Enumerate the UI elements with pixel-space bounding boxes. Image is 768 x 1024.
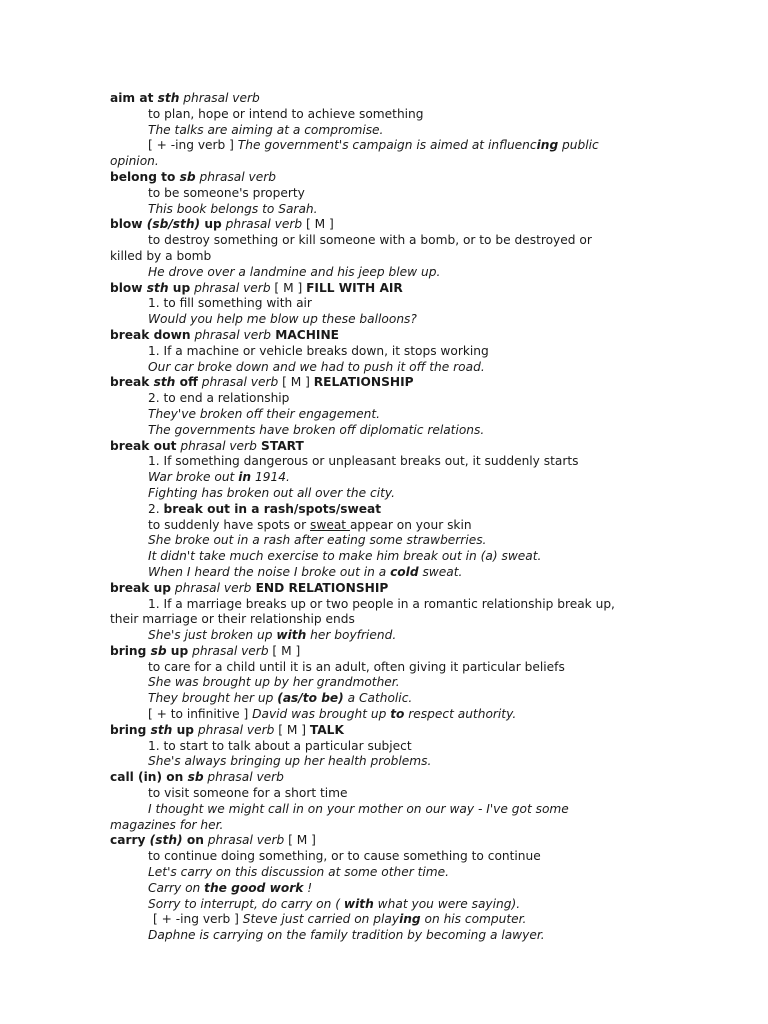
text-segment: 1. If something dangerous or unpleasant breaks out, it suddenly starts <box>148 454 579 469</box>
text-segment: phrasal verb <box>221 217 303 232</box>
entry-headword-line <box>110 91 670 107</box>
text-segment: call (in) on <box>110 770 188 785</box>
text-segment: [ M ] <box>274 722 310 737</box>
text-segment: up <box>168 280 191 295</box>
text-segment: She was brought up by her grandmother. <box>148 675 400 690</box>
text-segment: to destroy something or kill someone with a bomb, or to be destroyed or <box>148 233 592 248</box>
text-segment: [ M ] <box>302 217 334 232</box>
text-segment: This book belongs to Sarah. <box>148 201 318 216</box>
text-segment: (sth) <box>149 833 183 848</box>
text-segment: Steve just carried on play <box>242 912 400 927</box>
text-segment: phrasal verb <box>197 375 279 390</box>
entry-text-line <box>110 265 670 281</box>
text-segment: 1. to start to talk about a particular subject <box>148 738 412 753</box>
text-segment: magazines for her. <box>110 817 224 832</box>
entry-text-line <box>110 849 670 865</box>
entry-text-line <box>110 518 670 534</box>
entry-text-line <box>110 202 670 218</box>
text-segment: phrasal verb <box>195 169 276 184</box>
entry-text-line <box>110 881 670 897</box>
text-segment: with <box>276 628 307 643</box>
dictionary-page <box>110 91 670 944</box>
text-segment: (as/to be) <box>277 691 344 706</box>
entry-text-line <box>110 612 670 628</box>
entry-headword-line <box>110 644 670 660</box>
text-segment: 1. to fill something with air <box>148 296 312 311</box>
text-segment: They brought her up <box>148 691 278 706</box>
text-segment: on his computer. <box>420 912 527 927</box>
text-segment: in <box>238 470 252 485</box>
text-segment: to continue doing something, or to cause something to continue <box>148 849 541 864</box>
text-segment: what you were saying). <box>373 896 521 911</box>
entry-text-line <box>110 407 670 423</box>
text-segment: sth <box>150 722 173 737</box>
text-segment: their marriage or their relationship ends <box>110 612 355 627</box>
entry-text-line <box>110 754 670 770</box>
text-segment: blow <box>110 280 147 295</box>
text-segment: 1. If a marriage breaks up or two people in a romantic relationship break up, <box>148 596 615 611</box>
text-segment: up <box>200 217 222 232</box>
text-segment: to visit someone for a short time <box>148 786 348 801</box>
entry-text-line <box>110 818 670 834</box>
text-segment: a Catholic. <box>343 691 413 706</box>
text-segment: sb <box>187 770 204 785</box>
text-segment: public <box>558 138 599 153</box>
entry-headword-line <box>110 770 670 786</box>
entry-headword-line <box>110 833 670 849</box>
text-segment: with <box>343 896 374 911</box>
text-segment: START <box>256 438 304 453</box>
text-segment: belong to <box>110 169 180 184</box>
text-segment: sweat <box>310 517 350 532</box>
text-segment: [ + to infinitive ] <box>148 707 253 722</box>
text-segment: break out <box>110 438 177 453</box>
entry-text-line <box>110 138 670 154</box>
entry-text-line <box>110 707 670 723</box>
text-segment: bring <box>110 643 151 658</box>
entry-text-line <box>110 739 670 755</box>
entry-text-line <box>110 107 670 123</box>
entry-text-line <box>110 533 670 549</box>
entry-headword-line <box>110 328 670 344</box>
text-segment: the good work <box>204 880 304 895</box>
text-segment: sth <box>157 91 180 105</box>
text-segment: He drove over a landmine and his jeep blew up. <box>148 264 441 279</box>
text-segment: phrasal verb <box>188 643 269 658</box>
entry-text-line <box>110 186 670 202</box>
text-segment: They've broken off their engagement. <box>148 406 380 421</box>
text-segment: 1914. <box>251 470 290 485</box>
entry-text-line <box>110 502 670 518</box>
entry-text-line <box>110 154 670 170</box>
text-segment: sb <box>150 643 167 658</box>
text-segment: opinion. <box>110 154 159 169</box>
text-segment: RELATIONSHIP <box>313 375 414 390</box>
entry-headword-line <box>110 281 670 297</box>
entry-headword-line <box>110 170 670 186</box>
text-segment: appear on your skin <box>349 517 472 532</box>
text-segment: break down <box>110 327 191 342</box>
text-segment: (sb/sth) <box>146 217 201 232</box>
text-segment: The governments have broken off diplomatic relations. <box>148 422 485 437</box>
entry-text-line <box>110 928 670 944</box>
entry-text-line <box>110 660 670 676</box>
entry-headword-line <box>110 723 670 739</box>
text-segment: David was brought up <box>252 707 391 722</box>
text-segment: off <box>175 375 198 390</box>
entry-text-line <box>110 786 670 802</box>
entry-text-line <box>110 565 670 581</box>
text-segment: Fighting has broken out all over the city. <box>148 485 396 500</box>
text-segment: Carry on <box>148 880 205 895</box>
text-segment: phrasal verb <box>179 91 260 105</box>
entry-headword-line <box>110 439 670 455</box>
text-segment: phrasal verb <box>193 722 275 737</box>
text-segment: [ + -ing verb ] <box>153 912 243 927</box>
text-segment: sth <box>153 375 176 390</box>
text-segment: phrasal verb <box>170 580 252 595</box>
entry-headword-line <box>110 217 670 233</box>
text-segment: to <box>390 707 405 722</box>
entry-headword-line <box>110 581 670 597</box>
text-segment: It didn't take much exercise to make him break out in (a) sweat. <box>148 549 542 564</box>
text-segment: sth <box>146 280 169 295</box>
text-segment: aim at <box>110 91 158 105</box>
text-segment: 2. <box>148 501 164 516</box>
entry-text-line <box>110 691 670 707</box>
text-segment: Would you help me blow up these balloons? <box>148 312 417 327</box>
text-segment: [ M ] <box>270 280 307 295</box>
text-segment: MACHINE <box>270 327 339 342</box>
text-segment: to plan, hope or intend to achieve something <box>148 106 424 121</box>
text-segment: 2. to end a relationship <box>148 391 290 406</box>
text-segment: She's just broken up <box>148 628 277 643</box>
text-segment: [ M ] <box>278 375 314 390</box>
text-segment: ing <box>399 912 421 927</box>
text-segment: Let's carry on this discussion at some other time. <box>148 865 450 880</box>
text-segment: She broke out in a rash after eating some strawberries. <box>148 533 487 548</box>
text-segment: phrasal verb <box>190 327 271 342</box>
entry-text-line <box>110 912 670 928</box>
text-segment: END RELATIONSHIP <box>251 580 389 595</box>
entry-text-line <box>110 549 670 565</box>
entry-text-line <box>110 675 670 691</box>
text-segment: She's always bringing up her health problems. <box>148 754 432 769</box>
text-segment: Daphne is carrying on the family tradition by becoming a lawyer. <box>148 928 545 943</box>
text-segment: War broke out <box>148 470 239 485</box>
text-segment: sweat. <box>418 564 463 579</box>
text-segment: FILL WITH AIR <box>306 280 403 295</box>
entry-text-line <box>110 423 670 439</box>
text-segment: TALK <box>309 722 344 737</box>
entry-text-line <box>110 360 670 376</box>
text-segment: Sorry to interrupt, do carry on ( <box>148 896 344 911</box>
entry-text-line <box>110 628 670 644</box>
entry-text-line <box>110 296 670 312</box>
text-segment: ! <box>303 880 313 895</box>
text-segment: cold <box>390 564 419 579</box>
text-segment: bring <box>110 722 151 737</box>
text-segment: to care for a child until it is an adult, often giving it particular beliefs <box>148 659 565 674</box>
text-segment: [ M ] <box>284 833 316 848</box>
text-segment: 1. If a machine or vehicle breaks down, it stops working <box>148 343 489 358</box>
text-segment: break <box>110 375 154 390</box>
text-segment: [ M ] <box>268 643 301 658</box>
entry-text-line <box>110 454 670 470</box>
entry-text-line <box>110 233 670 249</box>
text-segment: her boyfriend. <box>306 628 397 643</box>
text-segment: killed by a bomb <box>110 248 212 263</box>
text-segment: sb <box>179 169 196 184</box>
text-segment: The talks are aiming at a compromise. <box>148 122 384 137</box>
text-segment: When I heard the noise I broke out in a <box>148 564 391 579</box>
entry-text-line <box>110 249 670 265</box>
entry-text-line <box>110 312 670 328</box>
text-segment: phrasal verb <box>176 438 257 453</box>
text-segment: to be someone's property <box>148 185 305 200</box>
entry-text-line <box>110 391 670 407</box>
entry-text-line <box>110 123 670 139</box>
text-segment: respect authority. <box>404 707 517 722</box>
text-segment: The government's campaign is aimed at influenc <box>237 138 537 153</box>
text-segment: [ + -ing verb ] <box>148 138 238 153</box>
text-segment: ing <box>536 138 559 153</box>
text-segment: blow <box>110 217 147 232</box>
text-segment: up <box>172 722 194 737</box>
entry-text-line <box>110 865 670 881</box>
entry-text-line <box>110 344 670 360</box>
entry-text-line <box>110 802 670 818</box>
entry-text-line <box>110 597 670 613</box>
text-segment: up <box>166 643 189 658</box>
entry-headword-line <box>110 375 670 391</box>
text-segment: phrasal verb <box>203 770 284 785</box>
text-segment: to suddenly have spots or <box>148 517 311 532</box>
entry-text-line <box>110 897 670 913</box>
text-segment: phrasal verb <box>190 280 271 295</box>
text-segment: on <box>182 833 204 848</box>
entry-text-line <box>110 470 670 486</box>
text-segment: break up <box>110 580 171 595</box>
text-segment: phrasal verb <box>203 833 285 848</box>
text-segment: carry <box>110 833 150 848</box>
text-segment: Our car broke down and we had to push it off the road. <box>148 359 485 374</box>
text-segment: break out in a rash/spots/sweat <box>163 501 382 516</box>
entry-text-line <box>110 486 670 502</box>
text-segment: I thought we might call in on your mother on our way - I've got some <box>148 801 569 816</box>
